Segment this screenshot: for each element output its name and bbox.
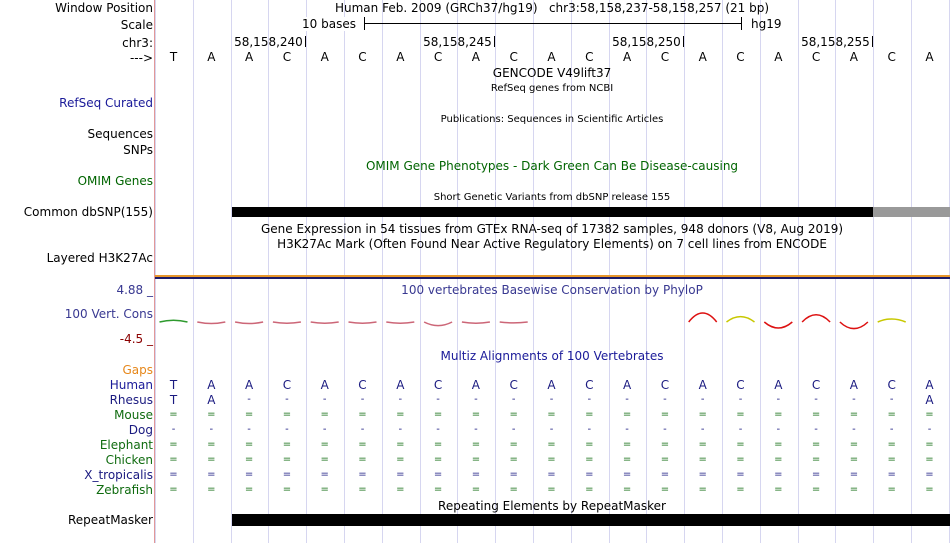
alignment-cell: - xyxy=(700,394,705,405)
alignment-cell: - xyxy=(814,424,818,435)
alignment-cell: A xyxy=(320,378,329,392)
alignment-cell: = xyxy=(811,469,821,480)
phylop-mark xyxy=(386,322,414,323)
base-cell: C xyxy=(811,50,821,64)
base-cell: C xyxy=(887,50,896,64)
alignment-cell: - xyxy=(398,394,403,405)
alignment-cell: = xyxy=(925,484,934,495)
phylop-plot[interactable] xyxy=(155,300,950,344)
phylop-mark xyxy=(349,322,377,323)
base-cell: A xyxy=(547,50,556,64)
alignment-cell: = xyxy=(925,409,934,420)
base-cell: A xyxy=(320,50,329,64)
position-tick xyxy=(234,36,306,48)
phylop-mark xyxy=(197,322,225,324)
refseq-track-subtitle[interactable]: RefSeq genes from NCBI xyxy=(490,83,614,94)
alignment-cell: = xyxy=(320,454,329,465)
alignment-cell: = xyxy=(207,439,216,450)
alignment-cell: = xyxy=(774,454,783,465)
alignment-cell: = xyxy=(774,484,783,495)
position-tick xyxy=(801,36,873,48)
alignment-cell: - xyxy=(663,424,667,435)
alignment-cell: = xyxy=(849,439,859,450)
multiz-track-title[interactable]: Multiz Alignments of 100 Vertebrates xyxy=(440,349,664,363)
alignment-cell: - xyxy=(511,424,516,435)
alignment-row xyxy=(155,483,950,497)
phylop-mark xyxy=(462,322,490,323)
alignment-cell: = xyxy=(887,409,896,420)
gaps-track-label[interactable]: Gaps xyxy=(122,363,153,377)
alignment-cell: - xyxy=(360,394,365,405)
alignment-cell: - xyxy=(587,424,592,435)
base-sequence-row xyxy=(155,50,950,64)
track-separator-navy xyxy=(155,277,950,279)
alignment-cell: A xyxy=(396,378,405,392)
species-label[interactable]: Zebrafish xyxy=(96,483,153,497)
alignment-cell: C xyxy=(585,378,594,392)
alignment-cell: = xyxy=(622,484,632,495)
alignment-cell: = xyxy=(774,469,783,480)
alignment-row xyxy=(155,378,950,392)
alignment-cell: = xyxy=(396,409,405,420)
alignment-cell: - xyxy=(738,424,743,435)
alignment-cell: = xyxy=(736,469,745,480)
position-tick-label: 58,158,250 xyxy=(612,35,681,49)
alignment-cell: = xyxy=(925,469,934,480)
alignment-cell: = xyxy=(887,439,896,450)
alignment-cell: A xyxy=(925,393,934,407)
alignment-cell: = xyxy=(433,409,443,420)
phylop-mark xyxy=(689,313,717,322)
alignment-cell: - xyxy=(247,424,251,435)
base-cell: A xyxy=(925,50,934,64)
alignment-cell: = xyxy=(736,454,745,465)
publications-track-title[interactable]: Publications: Sequences in Scientific Articles xyxy=(440,114,664,125)
alignment-cell: = xyxy=(207,454,216,465)
alignment-cell: = xyxy=(622,469,632,480)
h3k27ac-track-title[interactable]: H3K27Ac Mark (Often Found Near Active Regulatory Elements) on 7 cell lines from ENCODE xyxy=(277,237,827,251)
window-position-label: Window Position xyxy=(55,1,153,15)
alignment-cell: C xyxy=(282,378,292,392)
base-cell: A xyxy=(244,50,254,64)
gencode-track-title[interactable]: GENCODE V49lift37 xyxy=(492,66,612,80)
alignment-cell: = xyxy=(396,439,405,450)
position-tick-label: 58,158,255 xyxy=(801,35,870,49)
dbsnp-track-title[interactable]: Short Genetic Variants from dbSNP release 155 xyxy=(433,192,671,203)
alignment-cell: = xyxy=(849,409,859,420)
alignment-cell: = xyxy=(433,439,443,450)
base-cell: C xyxy=(282,50,292,64)
alignment-cell: - xyxy=(852,394,856,405)
alignment-cell: T xyxy=(169,378,178,392)
alignment-cell: = xyxy=(207,469,216,480)
alignment-cell: = xyxy=(547,439,556,450)
alignment-cell: - xyxy=(927,424,932,435)
alignment-cell: = xyxy=(320,439,329,450)
alignment-cell: - xyxy=(474,424,478,435)
alignment-cell: = xyxy=(244,484,254,495)
alignment-cell: - xyxy=(776,424,781,435)
alignment-cell: = xyxy=(509,454,518,465)
alignment-cell: = xyxy=(358,439,367,450)
alignment-cell: - xyxy=(814,394,818,405)
alignment-cell: = xyxy=(698,439,707,450)
alignment-cell: = xyxy=(320,469,329,480)
scale-label: Scale xyxy=(120,18,153,32)
alignment-cell: = xyxy=(547,484,556,495)
sequences-track-label[interactable]: Sequences xyxy=(87,127,153,141)
alignment-cell: = xyxy=(849,469,859,480)
alignment-cell: - xyxy=(322,424,327,435)
alignment-cell: = xyxy=(925,454,934,465)
base-cell: A xyxy=(622,50,632,64)
base-cell: C xyxy=(433,50,443,64)
species-label[interactable]: X_tropicalis xyxy=(84,468,153,482)
base-cell: C xyxy=(660,50,670,64)
alignment-cell: = xyxy=(736,409,745,420)
alignment-cell: - xyxy=(436,394,440,405)
species-label[interactable]: Human xyxy=(109,378,153,392)
alignment-cell: C xyxy=(433,378,443,392)
alignment-cell: - xyxy=(889,394,894,405)
alignment-cell: = xyxy=(585,409,594,420)
position-tick xyxy=(612,36,684,48)
alignment-cell: = xyxy=(547,409,556,420)
base-cell: A xyxy=(207,50,216,64)
alignment-cell: = xyxy=(207,409,216,420)
alignment-cell: - xyxy=(738,394,743,405)
species-label[interactable]: Dog xyxy=(128,423,153,437)
alignment-cell: A xyxy=(207,393,216,407)
alignment-cell: = xyxy=(320,484,329,495)
cons-min-label: -4.5 _ xyxy=(119,332,153,346)
alignment-cell: = xyxy=(471,409,481,420)
omim-track-title[interactable]: OMIM Gene Phenotypes - Dark Green Can Be Disease-causing xyxy=(365,159,739,173)
scale-assembly: hg19 xyxy=(751,17,782,31)
alignment-cell: - xyxy=(852,424,856,435)
alignment-cell: = xyxy=(698,484,707,495)
dbsnp-feature-bar[interactable] xyxy=(232,207,873,217)
alignment-cell: A xyxy=(622,378,632,392)
alignment-cell: = xyxy=(282,469,292,480)
alignment-cell: = xyxy=(396,484,405,495)
alignment-cell: = xyxy=(471,439,481,450)
alignment-cell: = xyxy=(282,409,292,420)
position-tick-mark xyxy=(305,36,306,47)
alignment-cell: A xyxy=(471,378,480,392)
phylop-mark xyxy=(273,322,301,323)
species-label[interactable]: Chicken xyxy=(105,453,153,467)
alignment-cell: A xyxy=(698,378,707,392)
alignment-cell: T xyxy=(169,393,178,407)
alignment-cell: = xyxy=(433,469,443,480)
phylop-mark xyxy=(235,322,263,324)
alignment-cell: = xyxy=(509,409,518,420)
phylop-mark xyxy=(311,322,339,323)
phylop-mark xyxy=(840,322,868,329)
alignment-cell: = xyxy=(811,454,821,465)
alignment-cell: = xyxy=(698,454,707,465)
window-position-value: Human Feb. 2009 (GRCh37/hg19) chr3:58,158,237-58,158,257 (21 bp) xyxy=(334,1,770,15)
alignment-row xyxy=(155,423,950,437)
alignment-cell: = xyxy=(811,484,821,495)
gtex-track-title[interactable]: Gene Expression in 54 tissues from GTEx RNA-seq of 17382 samples, 948 donors (V8, Aug 2019) xyxy=(260,222,844,236)
species-label[interactable]: Rhesus xyxy=(109,393,153,407)
strand-label: ---> xyxy=(129,51,153,65)
repeatmasker-track-title[interactable]: Repeating Elements by RepeatMasker xyxy=(438,499,666,513)
base-cell: A xyxy=(471,50,480,64)
alignment-cell: - xyxy=(322,394,327,405)
alignment-cell: = xyxy=(698,409,707,420)
alignment-cell: = xyxy=(396,454,405,465)
alignment-cell: = xyxy=(169,454,178,465)
alignment-cell: = xyxy=(169,439,178,450)
alignment-cell: = xyxy=(207,484,216,495)
position-tick-mark xyxy=(494,36,495,47)
cons-track-title[interactable]: 100 vertebrates Basewise Conservation by PhyloP xyxy=(401,283,703,297)
alignment-cell: = xyxy=(622,439,632,450)
alignment-cell: = xyxy=(660,409,670,420)
alignment-cell: = xyxy=(547,454,556,465)
alignment-cell: = xyxy=(622,409,632,420)
phylop-mark xyxy=(500,322,528,323)
base-cell: C xyxy=(736,50,745,64)
alignment-cell: - xyxy=(700,424,705,435)
alignment-cell: = xyxy=(358,454,367,465)
alignment-cell: = xyxy=(169,409,178,420)
position-tick-mark xyxy=(683,36,684,47)
alignment-cell: C xyxy=(811,378,821,392)
base-cell: A xyxy=(396,50,405,64)
alignment-cell: = xyxy=(774,409,783,420)
cons-track-label[interactable]: 100 Vert. Cons xyxy=(64,307,153,321)
alignment-cell: = xyxy=(396,469,405,480)
alignment-cell: C xyxy=(736,378,745,392)
alignment-cell: - xyxy=(285,394,289,405)
alignment-row xyxy=(155,438,950,452)
alignment-cell: A xyxy=(547,378,556,392)
alignment-cell: = xyxy=(622,454,632,465)
phylop-mark xyxy=(727,317,755,322)
alignment-cell: = xyxy=(169,469,178,480)
alignment-cell: = xyxy=(244,469,254,480)
alignment-cell: = xyxy=(282,484,292,495)
alignment-cell: = xyxy=(660,439,670,450)
alignment-cell: A xyxy=(925,378,934,392)
position-tick xyxy=(423,36,495,48)
base-cell: A xyxy=(849,50,858,64)
base-cell: C xyxy=(509,50,518,64)
alignment-cell: = xyxy=(660,469,670,480)
alignment-cell: = xyxy=(433,484,443,495)
alignment-cell: = xyxy=(169,484,178,495)
alignment-cell: = xyxy=(849,454,859,465)
alignment-cell: - xyxy=(587,394,592,405)
alignment-cell: - xyxy=(436,424,440,435)
alignment-cell: = xyxy=(736,484,745,495)
snps-track-label[interactable]: SNPs xyxy=(123,143,153,157)
repeatmasker-feature-bar[interactable] xyxy=(232,514,950,526)
phylop-mark xyxy=(764,322,792,328)
alignment-cell: = xyxy=(244,439,254,450)
alignment-cell: A xyxy=(849,378,858,392)
phylop-mark xyxy=(160,320,188,322)
base-cell: C xyxy=(358,50,367,64)
cons-max-label: 4.88 _ xyxy=(116,283,153,297)
alignment-cell: = xyxy=(774,439,783,450)
alignment-cell: - xyxy=(247,394,251,405)
alignment-cell: - xyxy=(549,394,554,405)
alignment-cell: = xyxy=(585,454,594,465)
species-label[interactable]: Elephant xyxy=(99,438,153,452)
chr-label: chr3: xyxy=(122,36,153,50)
alignment-cell: - xyxy=(398,424,403,435)
alignment-cell: - xyxy=(625,394,629,405)
phylop-mark xyxy=(424,322,452,326)
alignment-cell: = xyxy=(547,469,556,480)
alignment-cell: = xyxy=(811,409,821,420)
alignment-cell: = xyxy=(660,484,670,495)
alignment-cell: = xyxy=(433,454,443,465)
alignment-cell: - xyxy=(474,394,478,405)
scale-text: 10 bases xyxy=(302,17,360,31)
alignment-cell: = xyxy=(509,469,518,480)
alignment-cell: = xyxy=(925,439,934,450)
alignment-cell: = xyxy=(509,484,518,495)
alignment-cell: C xyxy=(660,378,670,392)
alignment-cell: - xyxy=(171,424,176,435)
alignment-row xyxy=(155,408,950,422)
alignment-cell: = xyxy=(471,469,481,480)
alignment-cell: = xyxy=(585,469,594,480)
alignment-cell: - xyxy=(625,424,629,435)
alignment-cell: = xyxy=(320,409,329,420)
alignment-cell: - xyxy=(285,424,289,435)
alignment-cell: = xyxy=(244,409,254,420)
alignment-cell: C xyxy=(358,378,367,392)
phylop-mark xyxy=(878,319,906,322)
alignment-cell: = xyxy=(282,439,292,450)
alignment-cell: = xyxy=(585,484,594,495)
base-cell: T xyxy=(169,50,178,64)
alignment-cell: - xyxy=(549,424,554,435)
alignment-cell: = xyxy=(887,484,896,495)
base-cell: A xyxy=(698,50,707,64)
position-tick-label: 58,158,240 xyxy=(234,35,303,49)
alignment-cell: = xyxy=(471,484,481,495)
alignment-cell: = xyxy=(471,454,481,465)
alignment-cell: - xyxy=(776,394,781,405)
dbsnp-feature-bar-grey[interactable] xyxy=(873,207,950,217)
alignment-cell: = xyxy=(358,484,367,495)
alignment-cell: = xyxy=(509,439,518,450)
alignment-cell: - xyxy=(209,424,214,435)
alignment-cell: = xyxy=(585,439,594,450)
alignment-cell: C xyxy=(509,378,518,392)
base-cell: C xyxy=(585,50,594,64)
alignment-cell: = xyxy=(849,484,859,495)
repeatmasker-track-label[interactable]: RepeatMasker xyxy=(67,513,153,527)
position-tick-mark xyxy=(872,36,873,47)
alignment-cell: - xyxy=(511,394,516,405)
alignment-cell: = xyxy=(282,454,292,465)
position-tick-label: 58,158,245 xyxy=(423,35,492,49)
alignment-cell: C xyxy=(887,378,896,392)
alignment-cell: = xyxy=(736,439,745,450)
alignment-cell: = xyxy=(887,469,896,480)
alignment-cell: A xyxy=(207,378,216,392)
alignment-cell: - xyxy=(889,424,894,435)
alignment-row xyxy=(155,468,950,482)
alignment-cell: - xyxy=(663,394,667,405)
alignment-cell: = xyxy=(887,454,896,465)
alignment-cell: A xyxy=(774,378,783,392)
alignment-row xyxy=(155,453,950,467)
base-cell: A xyxy=(774,50,783,64)
dbsnp-track-label[interactable]: Common dbSNP(155) xyxy=(23,205,153,219)
refseq-track-label[interactable]: RefSeq Curated xyxy=(59,96,153,110)
phylop-mark xyxy=(802,315,830,322)
alignment-cell: = xyxy=(698,469,707,480)
alignment-cell: = xyxy=(811,439,821,450)
alignment-cell: - xyxy=(360,424,365,435)
alignment-cell: A xyxy=(244,378,254,392)
alignment-cell: = xyxy=(244,454,254,465)
alignment-cell: = xyxy=(660,454,670,465)
omim-track-label[interactable]: OMIM Genes xyxy=(77,174,153,188)
species-label[interactable]: Mouse xyxy=(114,408,153,422)
alignment-row xyxy=(155,393,950,407)
alignment-cell: = xyxy=(358,469,367,480)
alignment-cell: = xyxy=(358,409,367,420)
h3k27ac-track-label[interactable]: Layered H3K27Ac xyxy=(46,251,153,265)
